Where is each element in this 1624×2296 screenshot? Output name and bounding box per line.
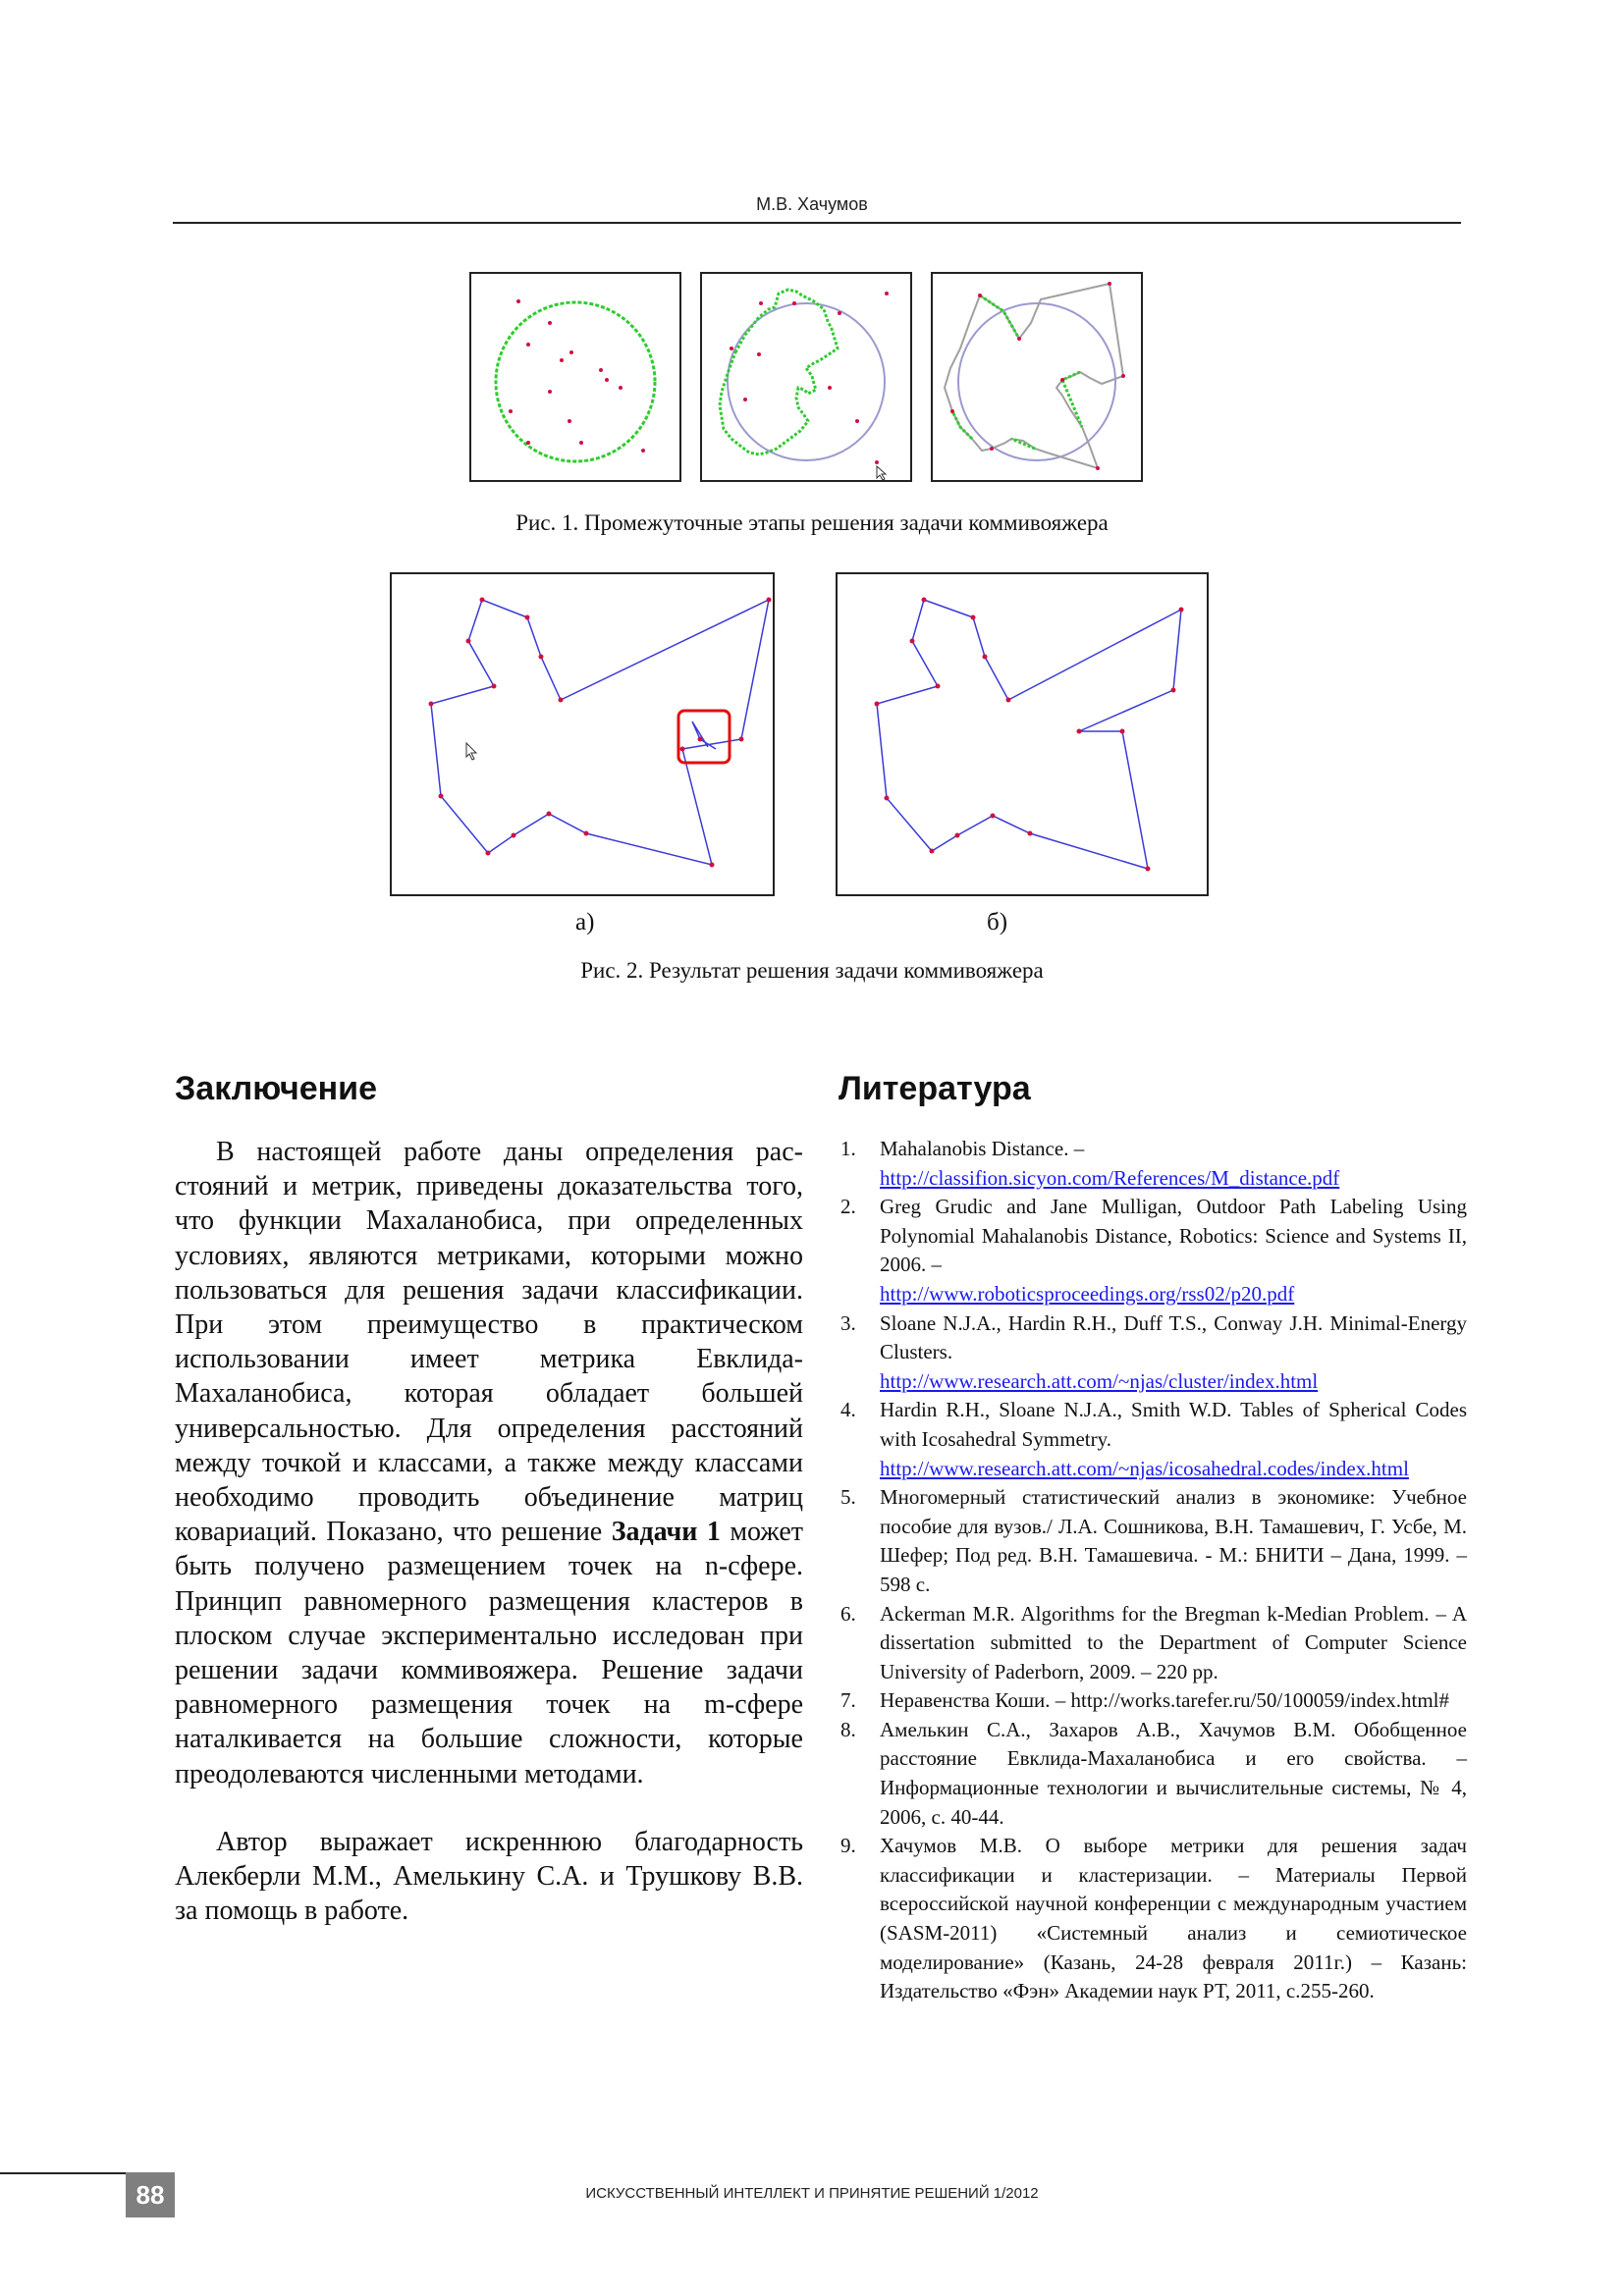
reference-link[interactable]: http://www.roboticsproceedings.org/rss02/p20.pdf [880,1281,1295,1306]
header-rule [173,222,1461,224]
references-title: Литература [839,1070,1031,1107]
references-list [839,1135,1467,2006]
selection-highlight [678,711,730,763]
conclusion-body [175,1135,803,1928]
reference-circle [958,303,1115,460]
figure2-panel-b [836,572,1209,896]
mouse-cursor-icon [877,466,886,480]
tour-path [877,600,1181,869]
reference-item: 6. Ackerman M.R. Algorithms for the Bregman k-Median Problem. – A dissertation submitted to the Department of Computer Science University of Paderborn, 2009. – 220 pp. [840,1601,1467,1683]
tour-points [875,598,1184,872]
reference-item: 3. Sloane N.J.A., Hardin R.H., Duff T.S., Conway J.H. Minimal-Energy Clusters. http://www.research.att.com/~njas/cluster/index.html [840,1310,1467,1393]
reference-link[interactable]: http://www.research.att.com/~njas/cluster/index.html [880,1368,1319,1393]
reference-item: 9. Хачумов М.В. О выборе метрики для решения задач классификации и кластеризации. – Материалы Первой всероссийской научной конференции с международным участием (SASM-2011) «Системный анализ и семиотическое моделирование» (Казань, 24-28 февраля 2011г.) – Казань: Издательство «Фэн» Академии наук РТ, 2011, с.255-260. [840,1834,1467,2003]
reference-item: 7. Неравенства Коши. – http://works.tarefer.ru/50/100059/index.html# [840,1688,1450,1713]
figure1-caption: Рис. 1. Промежуточные этапы решения задачи коммивояжера [515,510,1109,535]
figure2-label-a: а) [575,909,595,935]
conclusion-title: Заключение [175,1070,377,1107]
figure1-panel-1 [469,272,681,482]
reference-item: 2. Greg Grudic and Jane Mulligan, Outdoor Path Labeling Using Polynomial Mahalanobis Distance, Robotics: Science and Systems II, 2006. – http://www.roboticsproceedings.org/rss02/p20.pdf [840,1195,1467,1306]
figure2-caption: Рис. 2. Результат решения задачи коммивояжера [580,958,1044,983]
figure2-panel-a [390,572,775,896]
reference-item: 4. Hardin R.H., Sloane N.J.A., Smith W.D. Tables of Spherical Codes with Icosahedral Symmetry. http://www.research.att.com/~njas/icosahedral.codes/index.html [840,1398,1467,1480]
tour-points [429,598,772,868]
page-number: 88 [126,2172,175,2217]
fig1-p2-points [730,292,889,464]
conclusion-paragraph-2: Автор выражает искреннюю благодарность Алекберли М.М., Амелькину С.А. и Трушкову В.В. за помощь в работе. [175,1826,803,1927]
fig1-p3-points [950,282,1125,470]
footer-rule [0,2172,126,2174]
footer-journal-title: ИСКУССТВЕННЫЙ ИНТЕЛЛЕКТ И ПРИНЯТИЕ РЕШЕНИЙ 1/2012 [585,2185,1039,2202]
reference-item: 8. Амелькин С.А., Захаров А.В., Хачумов В.М. Обобщенное расстояние Евклида-Махаланобиса и его свойства. – Информационные технологии и вычислительные системы, № 4, 2006, с. 40-44. [840,1717,1467,1829]
cluster-ring [496,302,655,461]
tour-path [720,290,838,454]
tour-path [945,284,1123,468]
figure1-panel-2 [700,272,912,482]
conclusion-paragraph-1: В настоящей работе даны определения расстояний и метрик, приведены доказательства того, что функции Махаланобиса, при определенных условиях, являются метриками, которыми можно пользоваться для решения задачи классификации. При этом преимущество в практическом использовании имеет метрика Евклида-Махаланобиса, которая обладает большей универсальностью. Для определения расстояний между точкой и классами, а также между классами необходимо проводить объединение матриц ковариаций. Показано, что решение Задачи 1 может быть получено размещением точек на n-сфере. Принцип равномерного размещения кластеров в плоском случае экспериментально исследован при решении задачи коммивояжера. Решение задачи равномерного размещения точек на m-сфере наталкивается на большие сложности, которые преодолеваются численными методами. [175,1137,804,1789]
reference-item: 5. Многомерный статистический анализ в экономике: Учебное пособие для вузов./ Л.А. Сошникова, В.Н. Тамашевич, Г. Усбе, М. Шефер; Под ред. В.Н. Тамашевича. - М.: БНИТИ – Дана, 1999. – 598 с. [840,1485,1467,1596]
tour-path [431,600,769,865]
mouse-cursor-icon [466,743,476,760]
reference-link[interactable]: http://www.research.att.com/~njas/icosahedral.codes/index.html [880,1456,1409,1480]
figure2-label-b: б) [987,909,1008,935]
figure1-panel-3 [931,272,1143,482]
reference-item: 1. Mahalanobis Distance. – http://classifion.sicyon.com/References/M_distance.pdf [840,1137,1340,1190]
running-header-author: М.В. Хачумов [756,194,868,214]
reference-link[interactable]: http://classifion.sicyon.com/References/M_distance.pdf [880,1165,1340,1190]
fig1-p1-points [509,299,645,453]
